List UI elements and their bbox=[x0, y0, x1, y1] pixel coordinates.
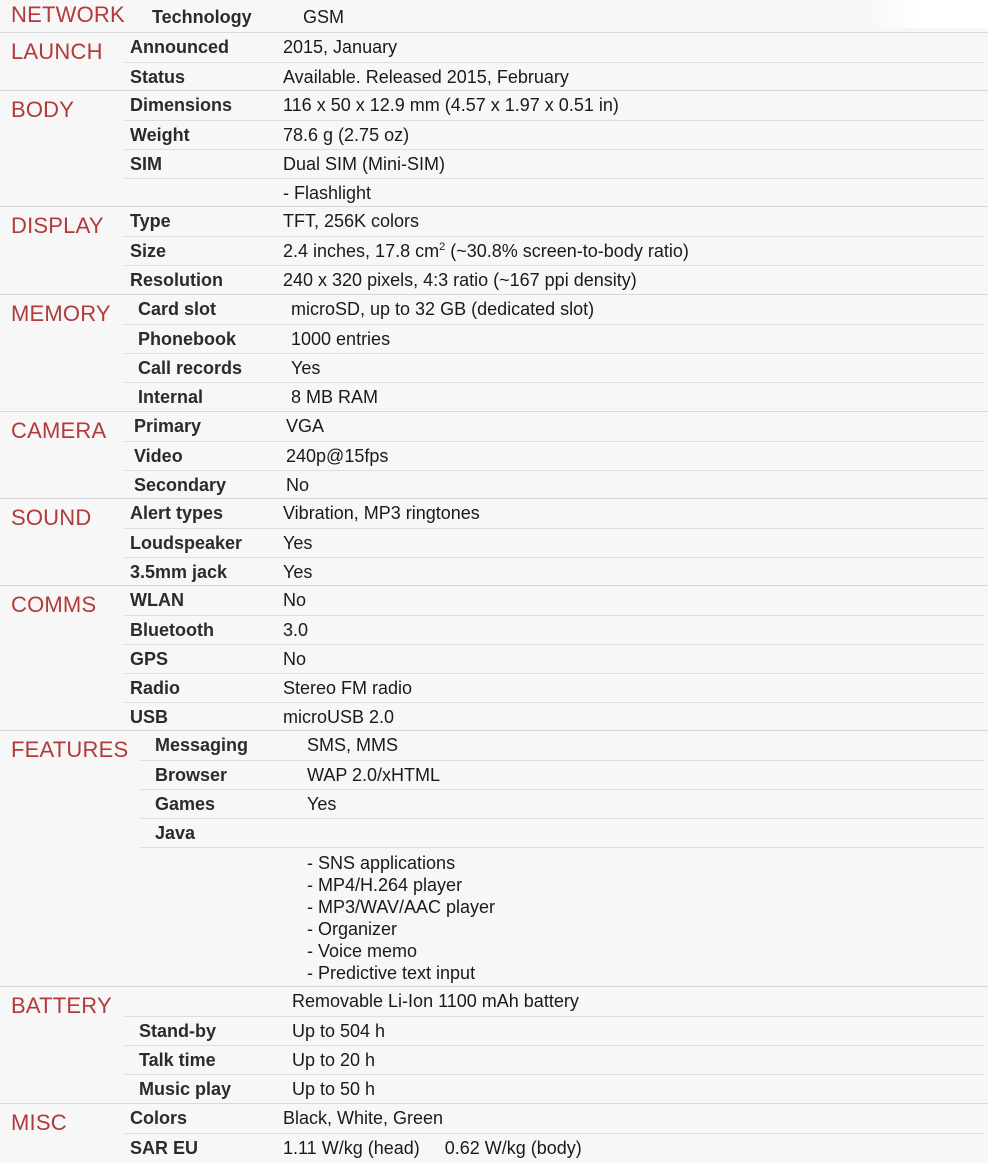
section-launch bbox=[0, 32, 988, 91]
spec-row bbox=[140, 731, 984, 760]
section-battery bbox=[0, 986, 988, 1104]
spec-value: Yes bbox=[283, 533, 313, 553]
category-label: DISPLAY bbox=[11, 213, 104, 238]
spec-row bbox=[140, 818, 984, 848]
spec-value: No bbox=[283, 590, 307, 610]
spec-label: Alert types bbox=[130, 503, 224, 523]
list-item: - SNS applications bbox=[307, 853, 456, 873]
spec-row bbox=[124, 586, 984, 615]
size-text: 2.4 inches, 17.8 cm bbox=[283, 241, 440, 261]
spec-label: SIM bbox=[130, 154, 163, 174]
spec-value: 1.11 W/kg (head) 0.62 W/kg (body) bbox=[283, 1138, 582, 1158]
spec-value: 240p@15fps bbox=[286, 446, 389, 466]
spec-row bbox=[124, 987, 984, 1016]
section-comms bbox=[0, 585, 988, 731]
spec-label: Status bbox=[130, 67, 186, 87]
spec-row bbox=[124, 441, 984, 471]
spec-value: 78.6 g (2.75 oz) bbox=[283, 125, 410, 145]
spec-row bbox=[124, 149, 984, 179]
spec-label: Announced bbox=[130, 37, 229, 57]
spec-label: Video bbox=[134, 446, 183, 466]
spec-label: Messaging bbox=[155, 735, 249, 755]
spec-value: Up to 50 h bbox=[292, 1079, 376, 1099]
spec-value: 240 x 320 pixels, 4:3 ratio (~167 ppi density) bbox=[283, 270, 637, 290]
category-label: MISC bbox=[11, 1110, 67, 1135]
spec-value: 3.0 bbox=[283, 620, 309, 640]
spec-value: 2015, January bbox=[283, 37, 398, 57]
spec-label: Secondary bbox=[134, 475, 227, 495]
spec-label: Size bbox=[130, 241, 167, 261]
spec-label: Technology bbox=[152, 7, 252, 27]
spec-label: GPS bbox=[130, 649, 169, 669]
spec-value: TFT, 256K colors bbox=[283, 211, 420, 231]
spec-value: microSD, up to 32 GB (dedicated slot) bbox=[291, 299, 595, 319]
spec-value: GSM bbox=[303, 7, 345, 27]
category-label: COMMS bbox=[11, 592, 97, 617]
spec-value: Black, White, Green bbox=[283, 1108, 444, 1128]
spec-row bbox=[140, 760, 984, 790]
spec-row bbox=[124, 702, 984, 732]
category-label: CAMERA bbox=[11, 418, 107, 443]
spec-label: Talk time bbox=[139, 1050, 216, 1070]
spec-value: 8 MB RAM bbox=[291, 387, 379, 407]
spec-value: Dual SIM (Mini-SIM) bbox=[283, 154, 446, 174]
spec-value: Stereo FM radio bbox=[283, 678, 413, 698]
spec-value: WAP 2.0/xHTML bbox=[307, 765, 441, 785]
spec-label: Radio bbox=[130, 678, 181, 698]
list-item: - Predictive text input bbox=[307, 963, 476, 983]
spec-row bbox=[124, 33, 984, 62]
spec-row bbox=[124, 1104, 984, 1133]
spec-row bbox=[124, 528, 984, 558]
section-network bbox=[0, 0, 988, 32]
spec-value: Yes bbox=[291, 358, 321, 378]
spec-row bbox=[124, 673, 984, 703]
spec-label: Colors bbox=[130, 1108, 188, 1128]
spec-row bbox=[124, 120, 984, 150]
spec-row bbox=[124, 353, 984, 383]
spec-label: 3.5mm jack bbox=[130, 562, 228, 582]
category-label: LAUNCH bbox=[11, 39, 103, 64]
superscript: 2 bbox=[439, 241, 446, 253]
spec-row bbox=[124, 1016, 984, 1046]
list-item: - Organizer bbox=[307, 919, 398, 939]
spec-label: Phonebook bbox=[138, 329, 236, 349]
section-memory bbox=[0, 294, 988, 412]
spec-row bbox=[124, 557, 984, 587]
spec-value: No bbox=[286, 475, 310, 495]
spec-label: Music play bbox=[139, 1079, 232, 1099]
spec-label: Card slot bbox=[138, 299, 217, 319]
category-label: NETWORK bbox=[11, 2, 125, 27]
spec-value: microUSB 2.0 bbox=[283, 707, 395, 727]
spec-row bbox=[124, 295, 984, 324]
spec-row bbox=[124, 91, 984, 120]
spec-label: WLAN bbox=[130, 590, 184, 610]
spec-row bbox=[124, 615, 984, 645]
spec-row bbox=[124, 1074, 984, 1104]
spec-row bbox=[124, 644, 984, 674]
category-label: BATTERY bbox=[11, 993, 112, 1018]
spec-label: Dimensions bbox=[130, 95, 233, 115]
spec-label: Primary bbox=[134, 416, 202, 436]
spec-row bbox=[124, 236, 984, 266]
category-label: SOUND bbox=[11, 505, 92, 530]
list-item: - MP4/H.264 player bbox=[307, 875, 463, 895]
section-sound bbox=[0, 498, 988, 586]
spec-value: Up to 504 h bbox=[292, 1021, 386, 1041]
spec-label: Games bbox=[155, 794, 216, 814]
spec-label: USB bbox=[130, 707, 169, 727]
list-item: - Voice memo bbox=[307, 941, 418, 961]
spec-value: Available. Released 2015, February bbox=[283, 67, 569, 87]
spec-value: Yes bbox=[283, 562, 313, 582]
spec-label: Internal bbox=[138, 387, 204, 407]
spec-value: No bbox=[283, 649, 307, 669]
size-ratio-text: (~30.8% screen-to-body ratio) bbox=[445, 241, 689, 261]
spec-value: - Flashlight bbox=[283, 183, 372, 203]
spec-row bbox=[124, 412, 984, 441]
category-label: BODY bbox=[11, 97, 75, 122]
spec-label: SAR EU bbox=[130, 1138, 199, 1158]
spec-row bbox=[124, 1133, 984, 1163]
spec-row-extras bbox=[140, 847, 984, 988]
spec-value: Up to 20 h bbox=[292, 1050, 376, 1070]
spec-label: Stand-by bbox=[139, 1021, 217, 1041]
spec-value: Yes bbox=[307, 794, 337, 814]
spec-value: VGA bbox=[286, 416, 325, 436]
spec-label: Call records bbox=[138, 358, 243, 378]
spec-row bbox=[140, 789, 984, 819]
spec-row bbox=[124, 1045, 984, 1075]
spec-value: Vibration, MP3 ringtones bbox=[283, 503, 480, 523]
spec-label: Resolution bbox=[130, 270, 223, 290]
spec-row bbox=[124, 265, 984, 295]
spec-label: Type bbox=[130, 211, 171, 231]
spec-label: Weight bbox=[130, 125, 190, 145]
spec-row bbox=[124, 382, 984, 412]
spec-label: Loudspeaker bbox=[130, 533, 243, 553]
category-label: FEATURES bbox=[11, 737, 129, 762]
spec-value: 1000 entries bbox=[291, 329, 391, 349]
spec-value: 116 x 50 x 12.9 mm (4.57 x 1.97 x 0.51 in) bbox=[283, 95, 619, 115]
section-body bbox=[0, 90, 988, 207]
list-item: - MP3/WAV/AAC player bbox=[307, 897, 496, 917]
spec-row bbox=[124, 499, 984, 528]
spec-row bbox=[124, 207, 984, 236]
spec-row bbox=[124, 178, 984, 208]
feature-extras-list bbox=[307, 852, 495, 984]
spec-row bbox=[124, 324, 984, 354]
spec-label: Java bbox=[155, 823, 196, 843]
section-camera bbox=[0, 411, 988, 499]
spec-value: Removable Li-Ion 1100 mAh battery bbox=[292, 991, 579, 1011]
spec-value: SMS, MMS bbox=[307, 735, 399, 755]
spec-row bbox=[124, 470, 984, 500]
category-label: MEMORY bbox=[11, 301, 111, 326]
spec-value bbox=[283, 240, 689, 262]
spec-label: Bluetooth bbox=[130, 620, 214, 640]
spec-label: Browser bbox=[155, 765, 228, 785]
spec-row bbox=[124, 62, 984, 92]
section-display bbox=[0, 206, 988, 295]
section-misc bbox=[0, 1103, 988, 1164]
section-features bbox=[0, 730, 988, 987]
